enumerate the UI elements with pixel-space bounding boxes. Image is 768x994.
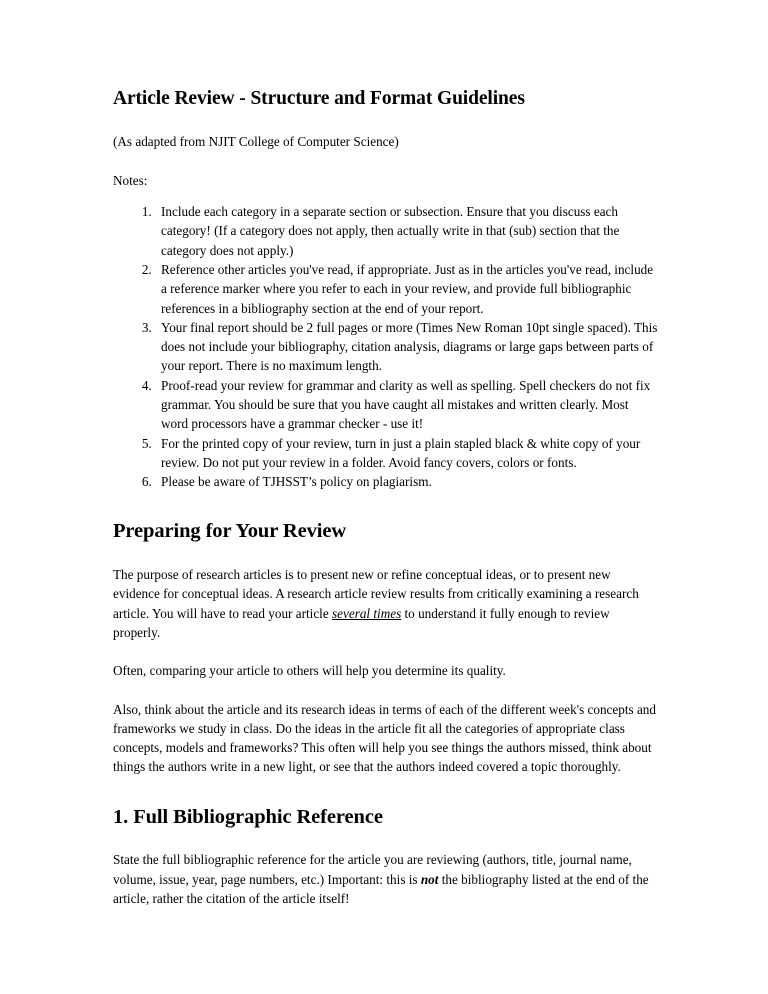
list-item: 2. Reference other articles you've read, if appropriate. Just as in the articles you've read, include a reference marker where you refer to each in your review, and provide full bibliographic references in a bibliography section at the end of your report. (155, 260, 658, 318)
notes-label: Notes: (113, 172, 148, 188)
emphasis-several-times: several times (332, 605, 402, 621)
list-item: 4. Proof-read your review for grammar and clarity as well as spelling. Spell checkers do not fix grammar. You should be sure that you have caught all mistakes and written clearly. Most word processors have a grammar checker - use it! (155, 376, 658, 434)
paragraph (113, 850, 658, 908)
paragraph: Often, comparing your article to others will help you determine its quality. (113, 663, 506, 679)
paragraph: Also, think about the article and its research ideas in terms of each of the different week's concepts and frameworks we study in class. Do the ideas in the article fit all the categories of appropriate class concepts, models and frameworks? This often will help you see things the authors missed, think about things the authors write in a new light, or see that the authors indeed covered a topic thoroughly. (113, 701, 656, 775)
list-item: 5. For the printed copy of your review, turn in just a plain stapled black & white copy of your review. Do not put your review in a folder. Avoid fancy covers, colors or fonts. (155, 434, 658, 473)
paragraph-text-before: State the full bibliographic reference for the article you are reviewing (authors, title, journal name, volume, issue, year, page numbers, etc.) Important: this is (113, 852, 632, 887)
document-subtitle: (As adapted from NJIT College of Computer Science) (113, 134, 399, 150)
paragraph (113, 565, 658, 642)
paragraph-text-after: to understand it fully enough to review properly. (113, 605, 610, 640)
section-heading-bibliographic-reference: 1. Full Bibliographic Reference (113, 805, 383, 828)
list-item: 1. Include each category in a separate section or subsection. Ensure that you discuss each category! (If a category does not apply, then actually write in that (sub) section that the category does not apply.) (155, 202, 658, 260)
notes-list (113, 202, 658, 491)
section-heading-preparing: Preparing for Your Review (113, 520, 347, 543)
paragraph-text-before: The purpose of research articles is to present new or refine conceptual ideas, or to present new evidence for conceptual ideas. A research article review results from critically examining a research article. You will have to read your article (113, 567, 639, 621)
document-content (113, 88, 658, 927)
paragraph-text-after: the bibliography listed at the end of the article, rather the citation of the article itself! (113, 871, 649, 906)
list-item: 3. Your final report should be 2 full pages or more (Times New Roman 10pt single spaced). This does not include your bibliography, citation analysis, diagrams or large gaps between parts of your report. There is no maximum length. (155, 318, 658, 376)
page-title: Article Review - Structure and Format Guidelines (113, 88, 525, 109)
list-item: 6. Please be aware of TJHSST’s policy on plagiarism. (155, 472, 658, 491)
emphasis-not: not (420, 871, 439, 887)
